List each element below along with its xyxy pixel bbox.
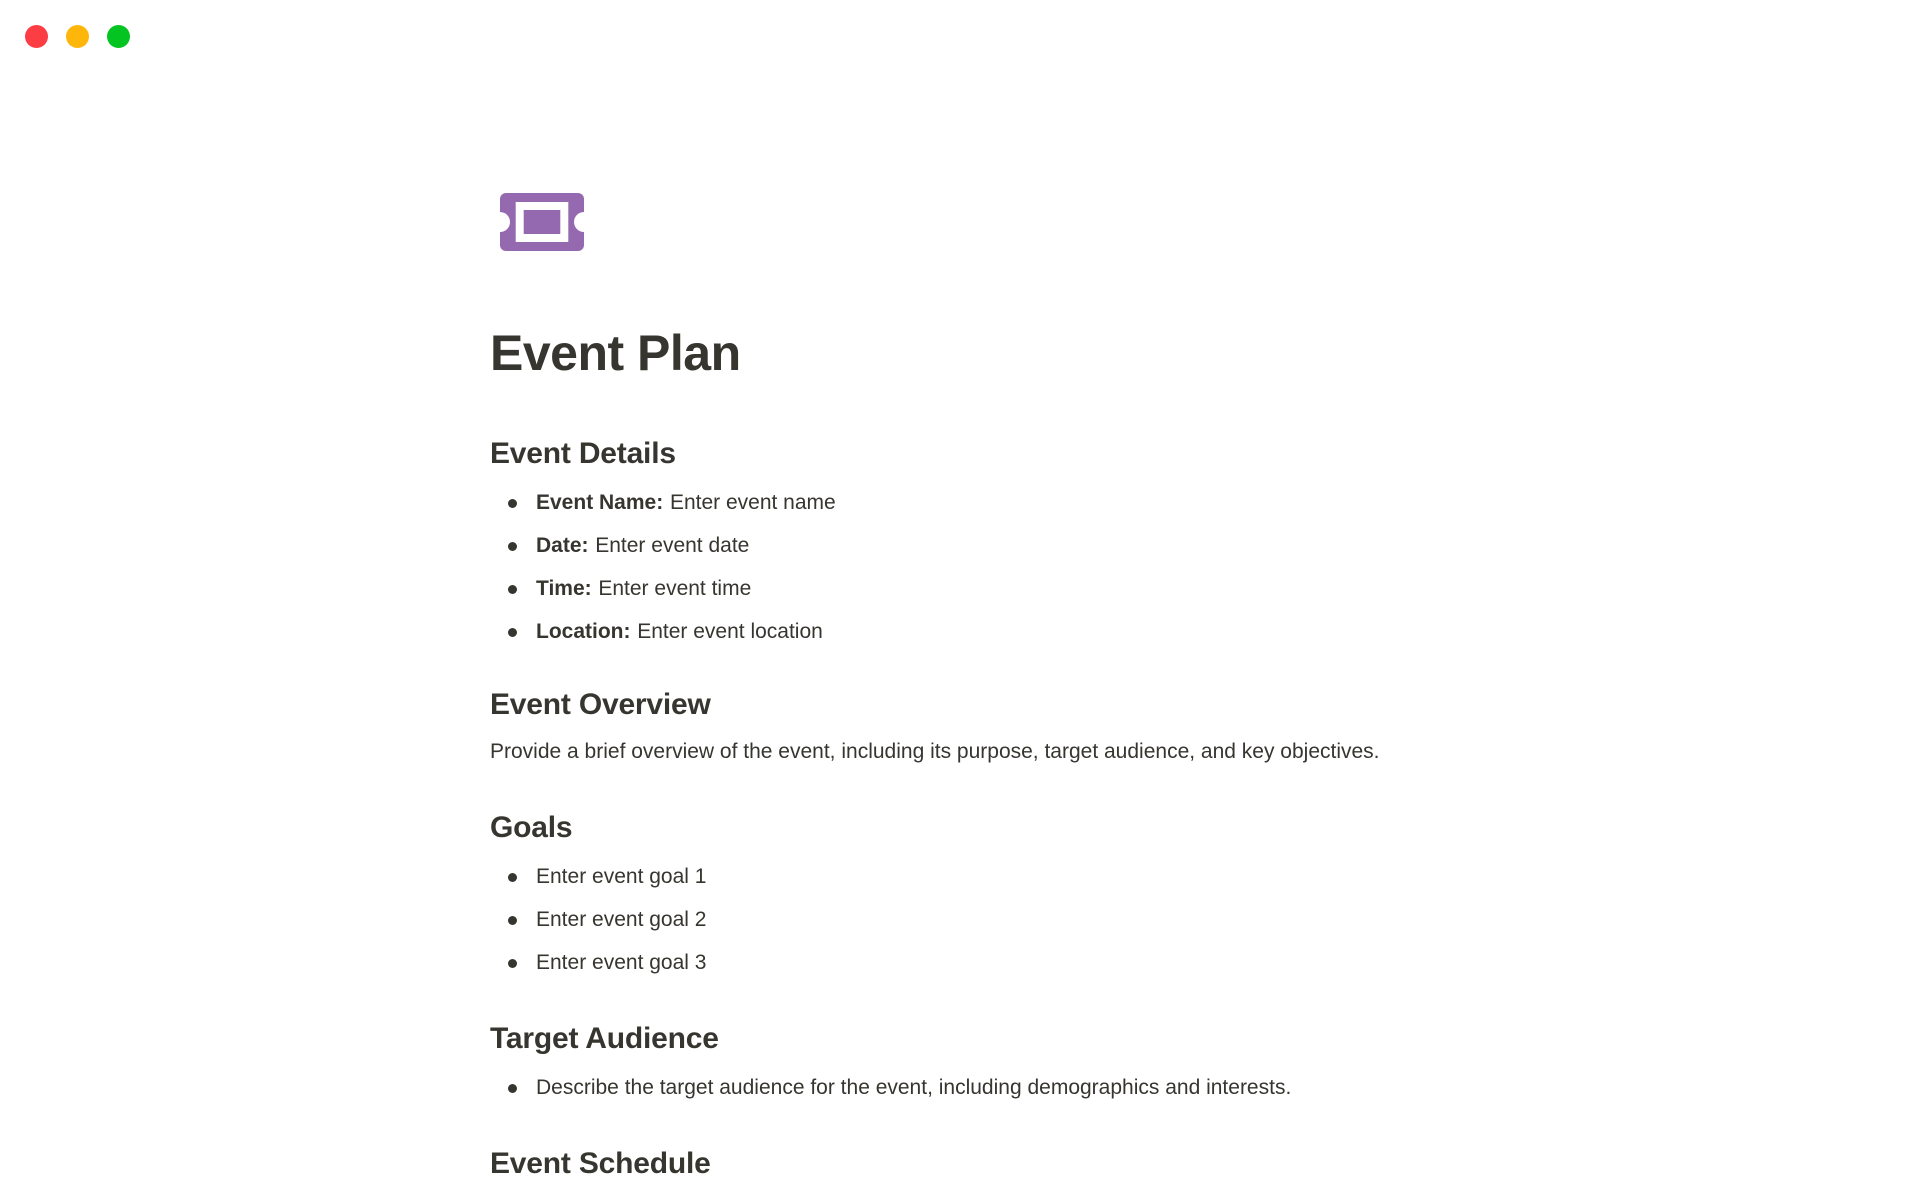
list-item[interactable] (490, 862, 1430, 892)
list-item-value: Enter event goal 2 (536, 908, 707, 931)
target-audience-list (490, 1073, 1430, 1103)
bullet-icon (508, 628, 517, 637)
list-item-label: Event Name: (536, 491, 664, 514)
ticket-icon[interactable] (500, 193, 584, 251)
list-item-text (536, 531, 749, 561)
list-item-text (536, 617, 823, 647)
event-details-list (490, 488, 1430, 647)
goals-list (490, 862, 1430, 978)
bullet-icon (508, 916, 517, 925)
bullet-icon (508, 873, 517, 882)
zoom-button[interactable] (107, 25, 130, 48)
list-item-text (536, 905, 706, 935)
list-item-label: Location: (536, 620, 631, 643)
list-item-value: Enter event name (669, 491, 836, 514)
list-item-text (536, 1073, 1291, 1103)
bullet-icon (508, 585, 517, 594)
bullet-icon (508, 1084, 517, 1093)
list-item[interactable] (490, 574, 1430, 604)
page-title[interactable]: Event Plan (490, 325, 741, 381)
list-item-label: Date: (536, 534, 589, 557)
list-item-text (536, 488, 836, 518)
section-heading-goals[interactable]: Goals (490, 811, 573, 844)
list-item[interactable] (490, 1073, 1430, 1103)
list-item[interactable] (490, 488, 1430, 518)
minimize-button[interactable] (66, 25, 89, 48)
list-item-value: Describe the target audience for the event, including demographics and interests. (536, 1076, 1292, 1099)
bullet-icon (508, 542, 517, 551)
section-heading-event-details[interactable]: Event Details (490, 437, 676, 470)
list-item[interactable] (490, 617, 1430, 647)
list-item-value: Enter event goal 3 (536, 951, 707, 974)
ticket-body (500, 193, 584, 251)
close-button[interactable] (25, 25, 48, 48)
bullet-icon (508, 959, 517, 968)
section-heading-target-audience[interactable]: Target Audience (490, 1022, 719, 1055)
list-item-value: Enter event goal 1 (536, 865, 707, 888)
list-item[interactable] (490, 531, 1430, 561)
list-item-text (536, 948, 706, 978)
list-item-text (536, 862, 706, 892)
bullet-icon (508, 499, 517, 508)
section-heading-event-schedule[interactable]: Event Schedule (490, 1147, 711, 1180)
list-item-label: Time: (536, 577, 592, 600)
list-item[interactable] (490, 905, 1430, 935)
document-page (490, 0, 1430, 1183)
list-item-text (536, 574, 751, 604)
list-item[interactable] (490, 948, 1430, 978)
list-item-value: Enter event time (598, 577, 752, 600)
event-overview-paragraph[interactable]: Provide a brief overview of the event, including its purpose, target audience, and key objectives. (490, 740, 1380, 763)
list-item-value: Enter event date (595, 534, 750, 557)
section-heading-event-overview[interactable]: Event Overview (490, 688, 711, 721)
list-item-value: Enter event location (637, 620, 823, 643)
